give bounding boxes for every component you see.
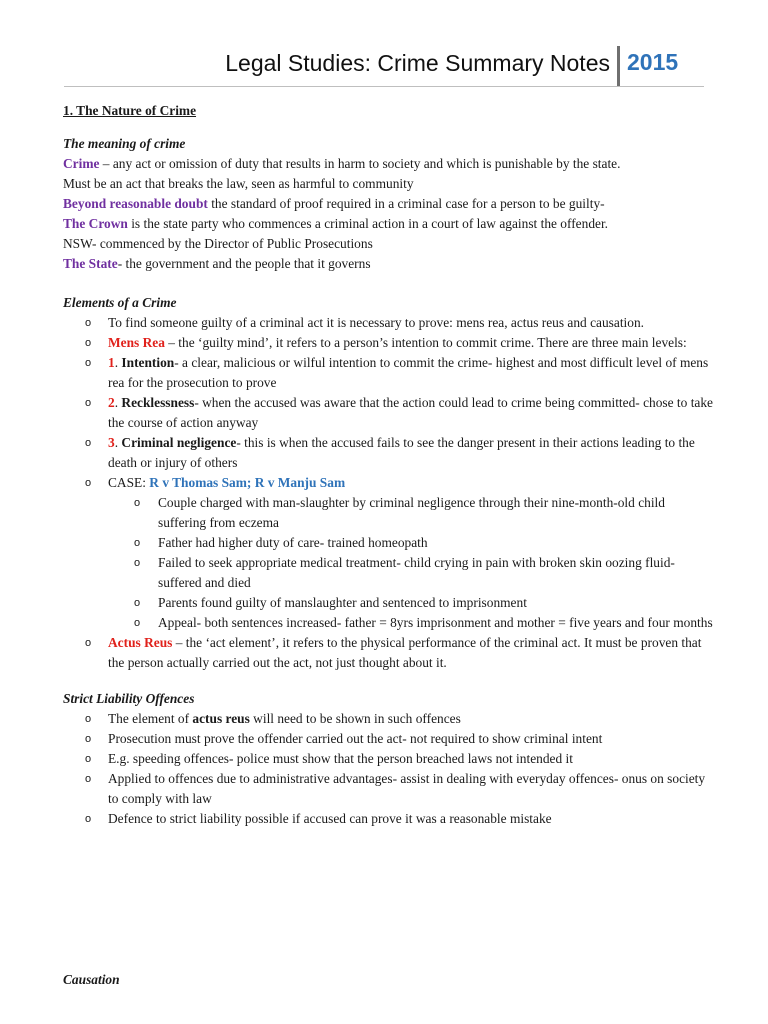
term-mens-rea: Mens Rea — [108, 335, 165, 350]
definition-crime — [63, 154, 713, 174]
list-item: o 2. Recklessness- when the accused was aware that the action could lead to crime being committed- chose to take the course of action anyway — [63, 393, 713, 433]
list-item: o Failed to seek appropriate medical treatment- child crying in pain with broken skin oozing fluid- suffered and died — [63, 553, 713, 593]
term-brd: Beyond reasonable doubt — [63, 196, 208, 211]
term-state: The State — [63, 256, 118, 271]
section-title: 1. The Nature of Crime — [63, 103, 197, 118]
def-state: - the government and the people that it governs — [117, 256, 371, 271]
document-header — [0, 44, 768, 88]
definition-crown — [63, 214, 713, 234]
header-rule — [64, 86, 704, 87]
list-item: o E.g. speeding offences- police must show that the person breached laws not intended it — [63, 749, 713, 769]
list-item: o 1. Intention- a clear, malicious or wilful intention to commit the crime- highest and most difficult level of mens rea for the prosecution to prove — [63, 353, 713, 393]
list-item: o 3. Criminal negligence- this is when the accused fails to see the danger present in their actions leading to the death or injury of others — [63, 433, 713, 473]
list-item-case: o CASE: R v Thomas Sam; R v Manju Sam o Couple charged with man-slaughter by criminal negligence through their nine-month-old child suffering from eczema o Father had higher duty of care- trained homeopath o Failed to seek appropriate medical treatment- child crying in pain with broken skin oozing fluid- suffered and died o Parents found guilty of manslaughter and sentenced to imprisonment o Appeal- both sentences increased- father = 8yrs imprisonment and mother = five years and four months — [63, 473, 713, 633]
list-item: o The element of actus reus will need to be shown in such offences — [63, 709, 713, 729]
term-actus-reus: Actus Reus — [108, 635, 173, 650]
definition-crime-extra: Must be an act that breaks the law, seen as harmful to community — [63, 176, 414, 191]
list-item: o Father had higher duty of care- trained homeopath — [63, 533, 713, 553]
case-name: R v Thomas Sam; R v Manju Sam — [149, 475, 346, 490]
def-brd: the standard of proof required in a criminal case for a person to be guilty- — [207, 196, 605, 211]
document-year: 2015 — [627, 49, 679, 75]
header-divider-bar — [617, 46, 620, 86]
case-points-list — [63, 493, 713, 633]
list-item: o Applied to offences due to administrative advantages- assist in dealing with everyday offences- onus on society to comply with law — [63, 769, 713, 809]
def-crown: is the state party who commences a criminal action in a court of law against the offender. — [127, 216, 609, 231]
definition-state — [63, 254, 713, 274]
strict-liability-list — [63, 709, 713, 829]
subheading-strict-liability: Strict Liability Offences — [63, 691, 195, 706]
list-item: o Parents found guilty of manslaughter and sentenced to imprisonment — [63, 593, 713, 613]
document-title: Legal Studies: Crime Summary Notes — [225, 50, 610, 76]
term-criminal-negligence: Criminal negligence — [121, 435, 237, 450]
term-intention: Intention — [121, 355, 175, 370]
document-body — [63, 101, 713, 829]
definition-brd — [63, 194, 713, 214]
term-crown: The Crown — [63, 216, 128, 231]
list-item: o Couple charged with man-slaughter by criminal negligence through their nine-month-old child suffering from eczema — [63, 493, 713, 533]
list-item: o Actus Reus – the ‘act element’, it refers to the physical performance of the criminal act. It must be proven that the person actually carried out the act, not just thought about it. — [63, 633, 713, 673]
term-recklessness: Recklessness — [121, 395, 195, 410]
term-crime: Crime — [63, 156, 100, 171]
def-crime: – any act or omission of duty that results in harm to society and which is punishable by the state. — [99, 156, 621, 171]
subheading-causation: Causation — [63, 972, 120, 987]
subheading-meaning: The meaning of crime — [63, 136, 186, 151]
list-item: o Prosecution must prove the offender carried out the act- not required to show criminal intent — [63, 729, 713, 749]
list-item: o Appeal- both sentences increased- father = 8yrs imprisonment and mother = five years and four months — [63, 613, 713, 633]
list-item: o To find someone guilty of a criminal act it is necessary to prove: mens rea, actus reus and causation. — [63, 313, 713, 333]
list-item: o Mens Rea – the ‘guilty mind’, it refers to a person’s intention to commit crime. There are three main levels: — [63, 333, 713, 353]
nsw-line: NSW- commenced by the Director of Public Prosecutions — [63, 236, 373, 251]
elements-list — [63, 313, 713, 673]
subheading-elements: Elements of a Crime — [63, 295, 177, 310]
list-item: o Defence to strict liability possible if accused can prove it was a reasonable mistake — [63, 809, 713, 829]
